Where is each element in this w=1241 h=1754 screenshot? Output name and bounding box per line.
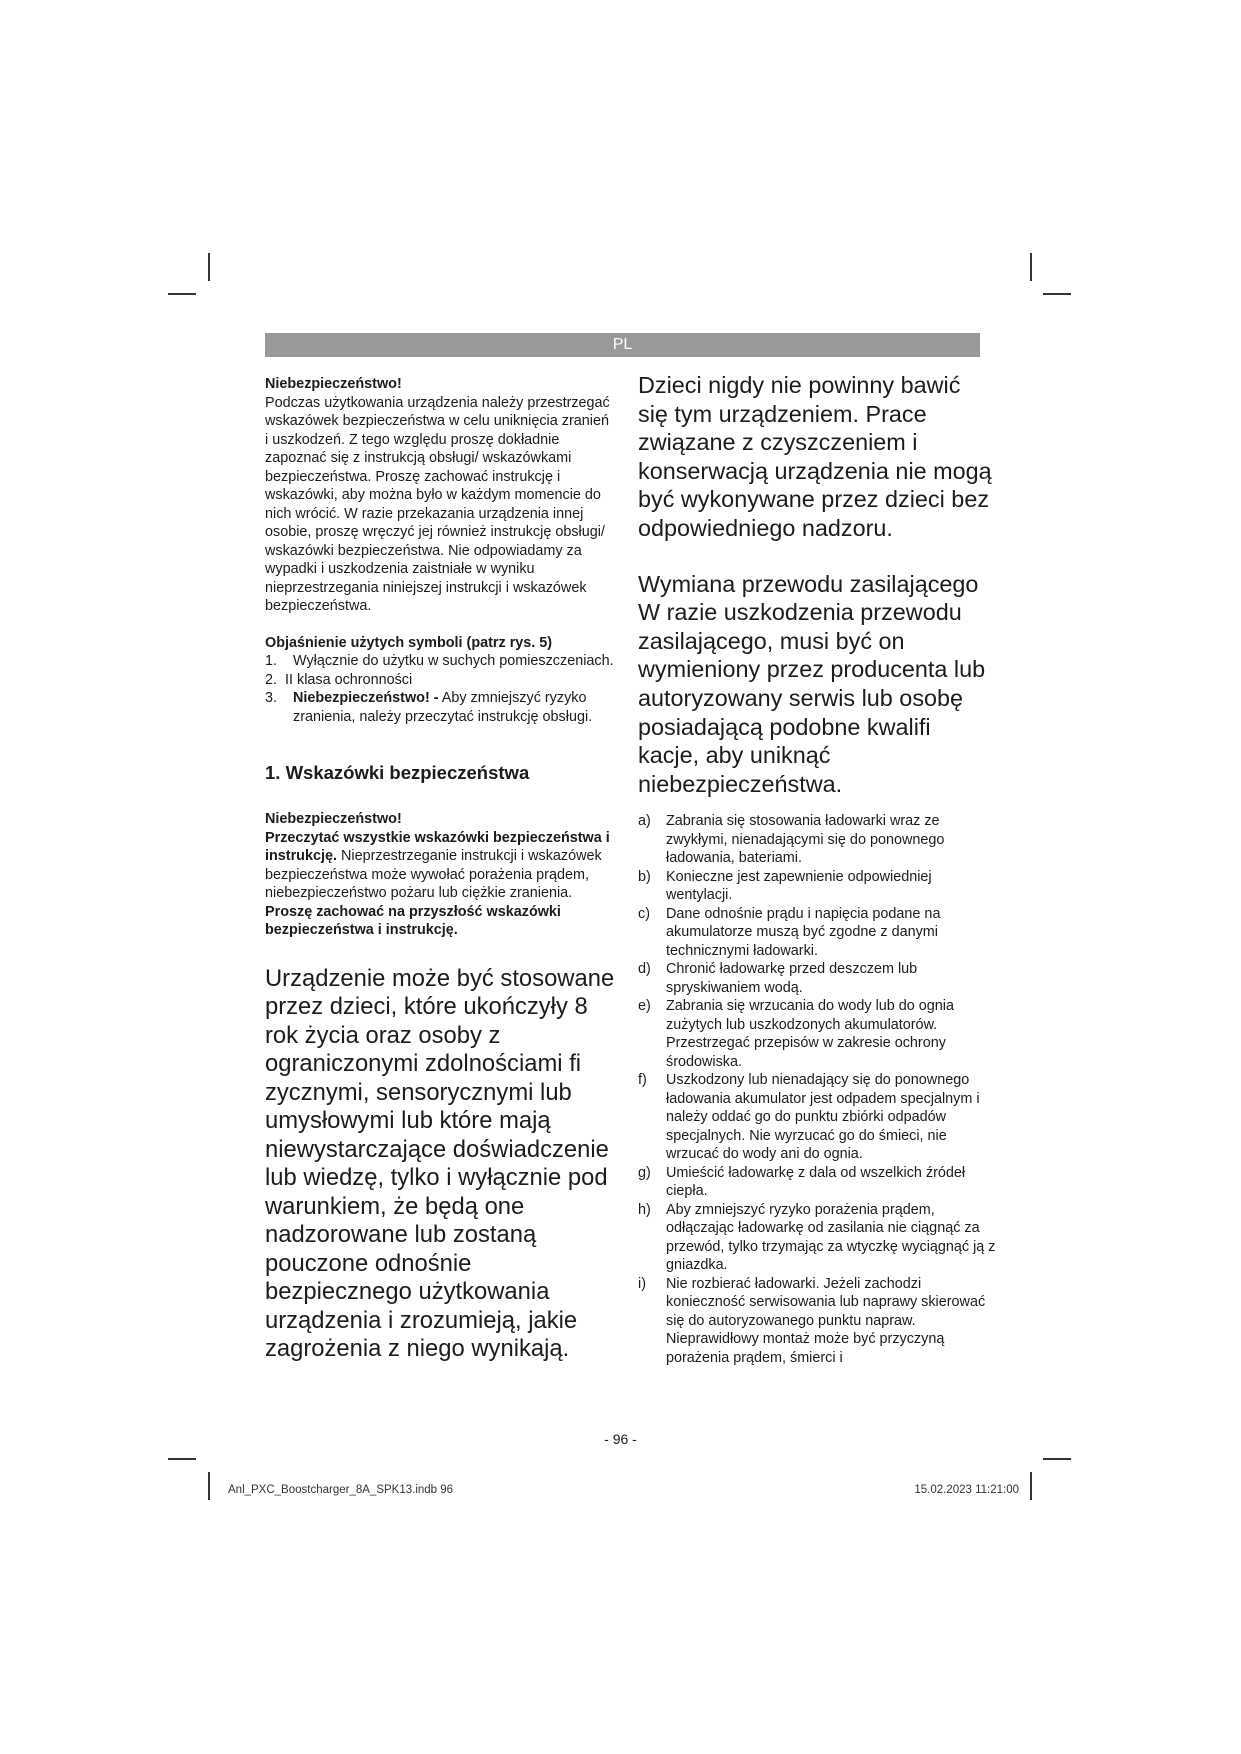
symbols-title: Objaśnienie użytych symboli (patrz rys. 5) <box>265 634 553 651</box>
safety-list <box>638 812 996 1367</box>
list-item: a) Zabrania się stosowania ładowarki wraz ze zwykłymi, nienadającymi się do ponownego ładowania, bateriami. <box>638 813 945 867</box>
list-item: c) Dane odnośnie prądu i napięcia podane na akumulatorze muszą być zgodne z danymi technicznymi ładowarki. <box>638 905 941 959</box>
footer-filename: Anl_PXC_Boostcharger_8A_SPK13.indb 96 <box>228 1484 454 1496</box>
symbols-list <box>265 652 615 726</box>
page-number: - 96 - <box>604 1431 637 1447</box>
left-column <box>265 375 615 1364</box>
right-column <box>638 371 996 1367</box>
list-item: 1. Wyłącznie do użytku w suchych pomieszczeniach. <box>265 653 614 669</box>
list-item: 2. II klasa ochronności <box>265 671 413 688</box>
language-header-bar <box>265 333 980 357</box>
cable-text: W razie uszkodzenia przewodu zasilającego, musi być on wymieniony przez producenta lub autoryzowany serwis lub osobę posiadającą podobne kwalifi kacje, aby uniknąć niebezpieczeństwa. <box>638 599 986 797</box>
crop-mark <box>168 1458 196 1460</box>
warning-title: Niebezpieczeństwo! <box>265 811 402 827</box>
list-item: b) Konieczne jest zapewnienie odpowiedniej wentylacji. <box>638 868 932 904</box>
cable-title: Wymiana przewodu zasilającego <box>638 570 979 597</box>
crop-mark <box>1043 1458 1071 1460</box>
crop-mark <box>208 1472 210 1500</box>
footer-datetime: 15.02.2023 11:21:00 <box>914 1484 1019 1496</box>
crop-mark <box>1030 253 1032 281</box>
list-item: d) Chronić ładowarkę przed deszczem lub spryskiwaniem wodą. <box>638 961 918 996</box>
children-play-text: Dzieci nigdy nie powinny bawić się tym urządzeniem. Prace związane z czyszczeniem i konserwacją urządzenia nie mogą być wykonywane przez dzieci bez odpowiedniego nadzoru. <box>638 372 992 541</box>
list-item: i) Nie rozbierać ładowarki. Jeżeli zachodzi konieczność serwisowania lub naprawy skierować się do autoryzowanego punktu napraw. Nieprawidłowy montaż może być przyczyną porażenia prądem, śmierci i <box>638 1275 986 1366</box>
list-item: e) Zabrania się wrzucania do wody lub do ognia zużytych lub uszkodzonych akumulatorów. Przestrzegać przepisów w zakresie ochrony środowiska. <box>638 998 954 1070</box>
intro-title: Niebezpieczeństwo! <box>265 376 402 392</box>
children-usage-text: Urządzenie może być stosowane przez dzieci, które ukończyły 8 rok życia oraz osoby z ograniczonymi zdolnościami fi zycznymi, sensorycznymi lub umysłowymi lub które mają niewystarczające doświadczenie lub wiedzę, tylko i wyłącznie pod warunkiem, że będą one nadzorowane lub zostaną pouczone odnośnie bezpiecznego użytkowania urządzenia i zrozumieją, jakie zagrożenia z niego wynikają. <box>265 964 615 1362</box>
crop-mark <box>208 253 210 281</box>
list-item: 3. Niebezpieczeństwo! - Aby zmniejszyć ryzyko zranienia, należy przeczytać instrukcję obsługi. <box>265 690 593 725</box>
language-code: PL <box>612 336 633 353</box>
list-item: g) Umieścić ładowarkę z dala od wszelkich źródeł ciepła. <box>638 1164 966 1200</box>
intro-text: Podczas użytkowania urządzenia należy przestrzegać wskazówek bezpieczeństwa w celu uniknięcia zranień i uszkodzeń. Z tego względu proszę dokładnie zapoznać się z instrukcją obsługi/ wskazówkami bezpieczeństwa. Proszę zachować instrukcję i wskazówki, aby można było w każdym momencie do nich wrócić. W razie przekazania urządzenia innej osobie, proszę wręczyć jej również instrukcję obsługi/ wskazówki bezpieczeństwa. Nie odpowiadamy za wypadki i uszkodzenia zaistniałe w wyniku nieprzestrzegania niniejszej instrukcji i wskazówek bezpieczeństwa. <box>265 394 610 614</box>
list-item: h) Aby zmniejszyć ryzyko porażenia prądem, odłączając ładowarkę od zasilania nie ciągnąć za przewód, tylko trzymając za wtyczkę wyciągnąć ją z gniazdka. <box>638 1201 996 1274</box>
crop-mark <box>1043 293 1071 295</box>
list-item: f) Uszkodzony lub nienadający się do ponownego ładowania akumulator jest odpadem specjalnym i należy oddać go do punktu zbiórki odpadów specjalnych. Nie wyrzucać go do śmieci, nie wrzucać do wody ani do ognia. <box>638 1072 980 1163</box>
crop-mark <box>168 293 196 295</box>
crop-mark <box>1030 1472 1032 1500</box>
warning-text: Przeczytać wszystkie wskazówki bezpieczeństwa i instrukcję. Nieprzestrzeganie instrukcji i wskazówek bezpieczeństwa może wywołać porażenia prądem, niebezpieczeństwo pożaru lub ciężkie zranienia. Proszę zachować na przyszłość wskazówki bezpieczeństwa i instrukcję. <box>265 829 610 938</box>
section-heading: 1. Wskazówki bezpieczeństwa <box>265 762 530 783</box>
